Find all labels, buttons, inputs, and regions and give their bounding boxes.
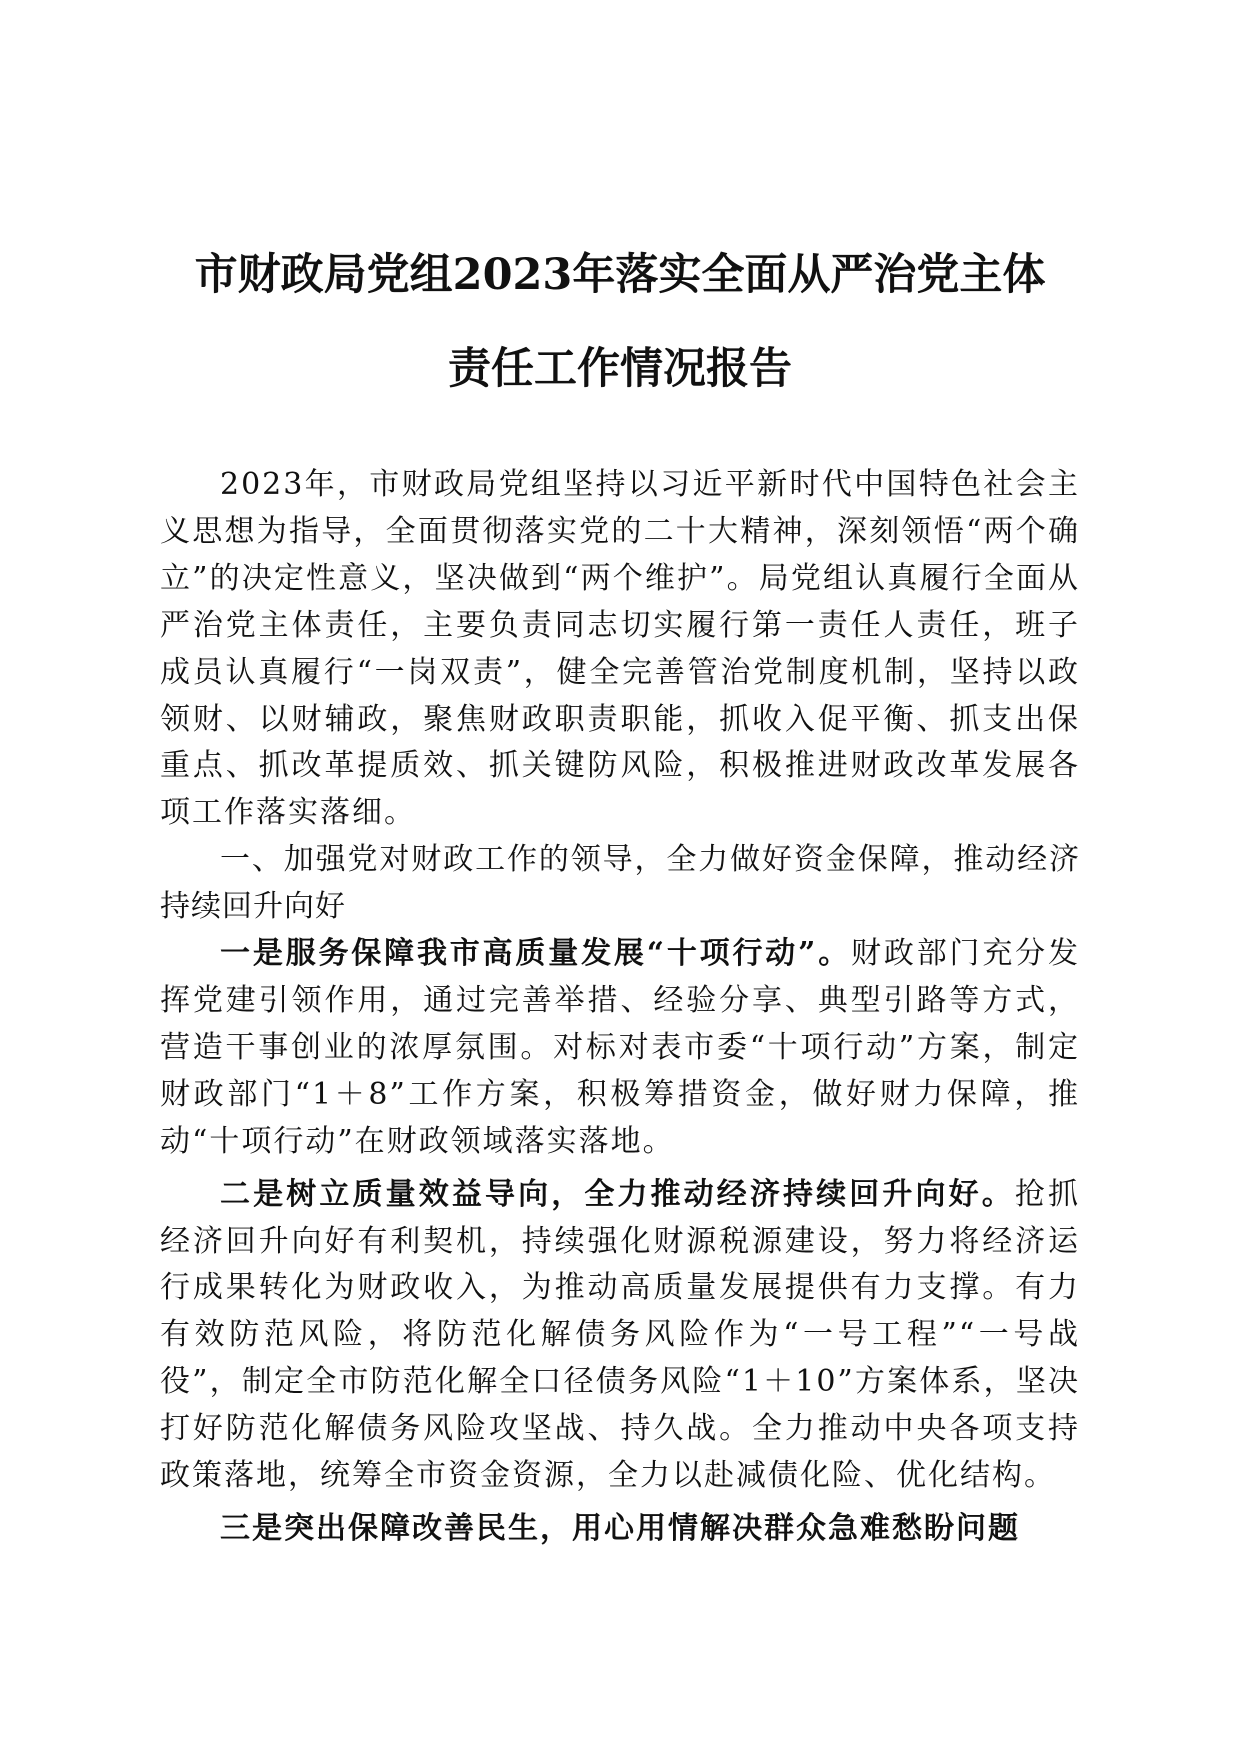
point-paragraph-1 xyxy=(160,931,1080,1166)
section-heading-text: 一、加强党对财政工作的领导，全力做好资金保障，推动经济持续回升向好 xyxy=(160,842,1080,925)
section-heading-1 xyxy=(160,837,1080,931)
point-lead-3: 三是突出保障改善民生，用心用情解决群众急难愁盼问题 xyxy=(220,1510,1020,1546)
point-paragraph-3 xyxy=(160,1506,1080,1553)
document-body xyxy=(160,462,1080,1553)
point-lead-1: 一是服务保障我市高质量发展“十项行动”。 xyxy=(220,936,852,972)
intro-text: 2023年，市财政局党组坚持以习近平新时代中国特色社会主义思想为指导，全面贯彻落实党的二十大精神，深刻领悟“两个确立”的决定性意义，坚决做到“两个维护”。局党组认真履行全面从严治党主体责任，主要负责同志切实履行第一责任人责任，班子成员认真履行“一岗双责”，健全完善管治党制度机制，坚持以政领财、以财辅政，聚焦财政职责职能，抓收入促平衡、抓支出保重点、抓改革提质效、抓关键防风险，积极推进财政改革发展各项工作落实落细。 xyxy=(160,467,1080,831)
document-title xyxy=(140,228,1100,416)
point-text-1: 财政部门充分发挥党建引领作用，通过完善举措、经验分享、典型引路等方式，营造干事创业的浓厚氛围。对标对表市委“十项行动”方案，制定财政部门“1＋8”工作方案，积极筹措资金，做好财力保障，推动“十项行动”在财政领域落实落地。 xyxy=(160,936,1081,1159)
point-paragraph-2 xyxy=(160,1172,1080,1500)
point-text-2: 抢抓经济回升向好有利契机，持续强化财源税源建设，努力将经济运行成果转化为财政收入，为推动高质量发展提供有力支撑。有力有效防范风险，将防范化解债务风险作为“一号工程”“一号战役”，制定全市防范化解全口径债务风险“1＋10”方案体系，坚决打好防范化解债务风险攻坚战、持久战。全力推动中央各项支持政策落地，统筹全市资金资源，全力以赴减债化险、优化结构。 xyxy=(160,1176,1081,1494)
title-line-2: 责任工作情况报告 xyxy=(448,344,792,394)
title-line-1: 市财政局党组2023年落实全面从严治党主体 xyxy=(194,250,1046,300)
intro-paragraph xyxy=(160,462,1080,837)
point-lead-2: 二是树立质量效益导向，全力推动经济持续回升向好。 xyxy=(220,1176,1015,1212)
